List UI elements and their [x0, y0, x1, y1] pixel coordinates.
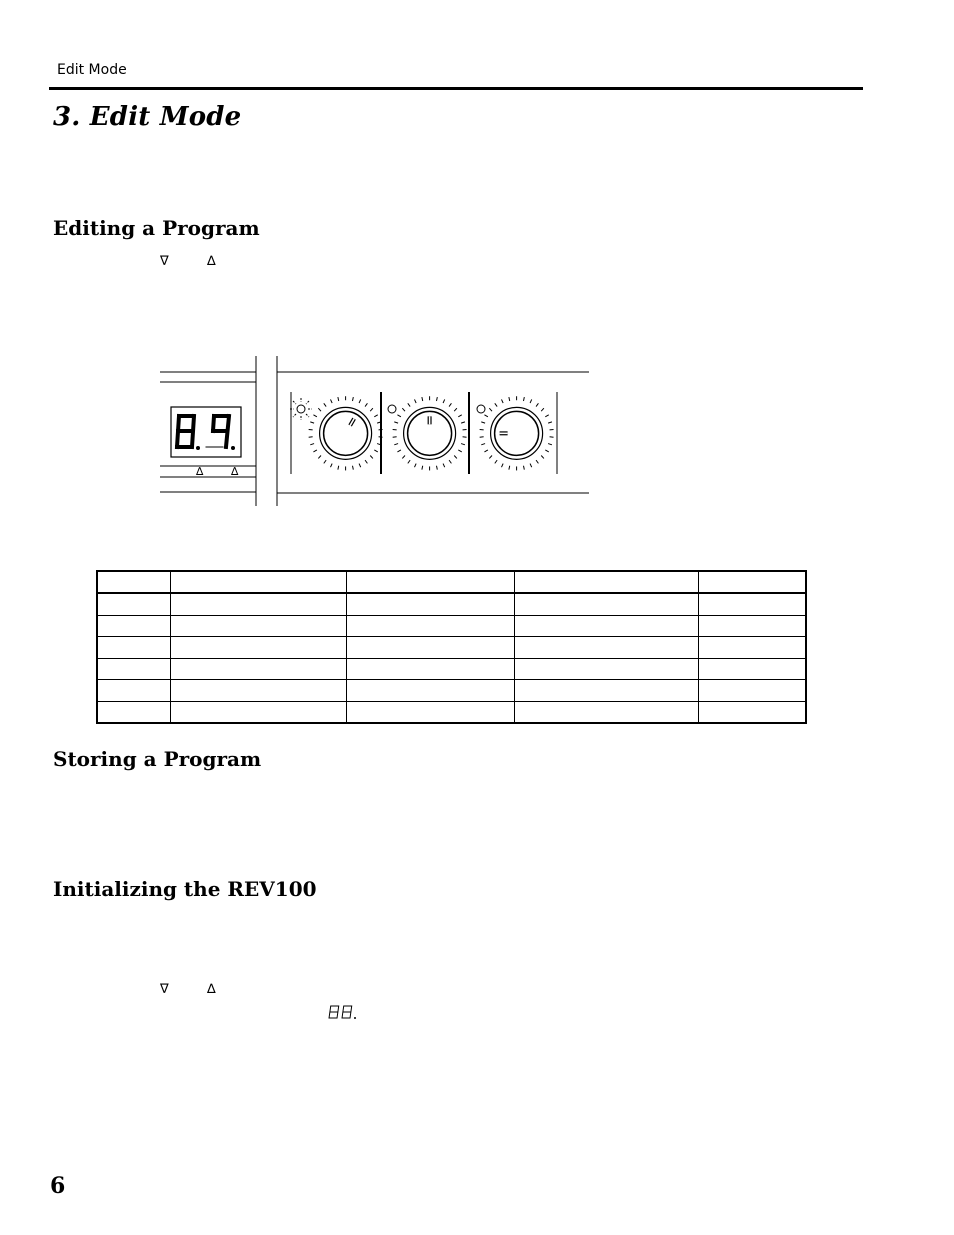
up-arrow-icon: ∆: [207, 982, 216, 997]
led-display-digits: [177, 416, 235, 450]
down-arrow-icon: ∇: [160, 982, 169, 997]
running-header: Edit Mode: [57, 62, 127, 78]
table-row: [97, 658, 806, 679]
section-heading-storing: Storing a Program: [53, 747, 262, 771]
section-heading-initializing: Initializing the REV100: [53, 877, 317, 901]
table-cell: [170, 701, 346, 723]
table-cell: [346, 571, 514, 593]
table-row: [97, 680, 806, 701]
table-cell: [97, 680, 170, 701]
table-cell: [97, 593, 170, 615]
table-cell: [514, 571, 698, 593]
table-row: [97, 593, 806, 615]
table-cell: [346, 637, 514, 658]
down-arrow-icon: ∆: [196, 465, 204, 478]
blinking-led-icon: [290, 398, 312, 420]
table-cell: [698, 658, 806, 679]
table-cell: [698, 571, 806, 593]
table-cell: [698, 615, 806, 636]
table-cell: [170, 680, 346, 701]
table-row: [97, 701, 806, 723]
table-cell: [514, 593, 698, 615]
table-cell: [97, 658, 170, 679]
knob-3[interactable]: [480, 396, 554, 470]
table-cell: [97, 615, 170, 636]
table-cell: [170, 615, 346, 636]
front-panel-illustration: [150, 350, 600, 515]
table-cell: [698, 680, 806, 701]
up-arrow-icon: ∆: [207, 254, 216, 269]
knob-2[interactable]: [393, 396, 467, 470]
inline-segment-display-icon: [328, 1004, 360, 1022]
table-cell: [170, 593, 346, 615]
table-cell: [698, 701, 806, 723]
table-cell: [698, 637, 806, 658]
parameter-table: [96, 570, 807, 724]
table-cell: [97, 571, 170, 593]
table-cell: [514, 701, 698, 723]
table-cell: [514, 637, 698, 658]
led-indicator-icon: [477, 405, 485, 413]
page-number: 6: [50, 1173, 66, 1199]
table-cell: [346, 615, 514, 636]
table-cell: [170, 637, 346, 658]
led-indicator-icon: [388, 405, 396, 413]
table-cell: [346, 680, 514, 701]
table-row: [97, 615, 806, 636]
table-cell: [346, 701, 514, 723]
table-header-row: [97, 571, 806, 593]
table-cell: [97, 637, 170, 658]
table-cell: [514, 615, 698, 636]
header-rule: [49, 87, 863, 90]
chapter-title: 3. Edit Mode: [53, 102, 242, 132]
table-cell: [514, 658, 698, 679]
table-row: [97, 637, 806, 658]
table-cell: [346, 593, 514, 615]
table-cell: [97, 701, 170, 723]
table-cell: [346, 658, 514, 679]
table-cell: [698, 593, 806, 615]
table-cell: [170, 658, 346, 679]
table-cell: [514, 680, 698, 701]
knob-1[interactable]: [309, 396, 383, 470]
section-heading-editing: Editing a Program: [53, 216, 260, 240]
up-arrow-icon: ∆: [231, 465, 239, 478]
down-arrow-icon: ∇: [160, 254, 169, 269]
table-cell: [170, 571, 346, 593]
